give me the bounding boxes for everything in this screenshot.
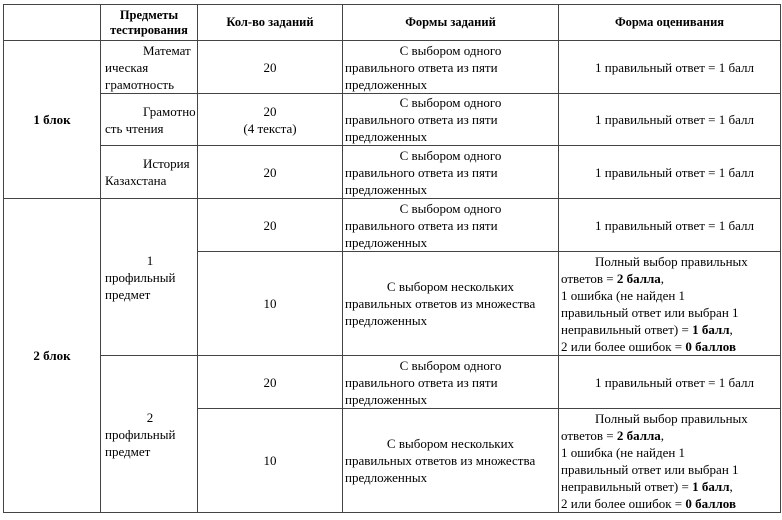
count-cell: 20 (198, 199, 343, 252)
form-cell (343, 252, 559, 356)
form-first: С выбором одного (399, 200, 502, 216)
eval-cell: 1 правильный ответ = 1 балл (559, 356, 781, 409)
eval-line: 2 или более ошибок = 0 баллов (561, 338, 737, 354)
count-cell: 20 (198, 356, 343, 409)
subject-first: Грамотно (143, 103, 196, 119)
count-note: (4 текста) (243, 120, 297, 136)
eval-line: Полный выбор правильных (595, 253, 748, 269)
form-first: С выбором одного (399, 357, 502, 373)
subject-rest: Казахстана (105, 173, 167, 188)
profile-number: 2 (146, 409, 154, 425)
eval-cell: 1 правильный ответ = 1 балл (559, 94, 781, 146)
form-first: С выбором одного (399, 42, 502, 58)
eval-line: 1 ошибка (не найден 1 (561, 444, 686, 460)
header-empty (4, 5, 101, 41)
table-row (4, 146, 781, 199)
table-row (4, 94, 781, 146)
block-1-label: 1 блок (4, 41, 101, 199)
form-cell (343, 199, 559, 252)
eval-line: неправильный ответ) = 1 балл, (561, 478, 733, 494)
count-cell: 10 (198, 409, 343, 513)
profile-subject-2 (101, 356, 198, 513)
form-cell (343, 409, 559, 513)
form-cell (343, 146, 559, 199)
form-first: С выбором одного (399, 95, 502, 110)
block-2-label: 2 блок (4, 199, 101, 513)
subject-cell (101, 41, 198, 94)
table-row (4, 199, 781, 252)
profile-subject-1 (101, 199, 198, 356)
header-count: Кол-во заданий (198, 5, 343, 41)
eval-line: неправильный ответ) = 1 балл, (561, 321, 733, 337)
eval-cell (559, 409, 781, 513)
eval-line: правильный ответ или выбран 1 (561, 461, 739, 477)
form-cell (343, 41, 559, 94)
form-rest: правильного ответа из пяти предложенных (345, 59, 498, 92)
profile-number: 1 (146, 252, 154, 268)
form-rest: правильного ответа из пяти предложенных (345, 374, 498, 407)
eval-cell: 1 правильный ответ = 1 балл (559, 199, 781, 252)
form-rest: правильных ответов из множества предложенных (345, 296, 536, 328)
subject-cell (101, 146, 198, 199)
eval-cell (559, 252, 781, 356)
eval-line: 1 ошибка (не найден 1 (561, 287, 686, 303)
eval-line: 2 или более ошибок = 0 баллов (561, 495, 737, 511)
count-cell (198, 94, 343, 146)
eval-line: правильный ответ или выбран 1 (561, 304, 739, 320)
subject-rest: ическая грамотность (105, 59, 174, 92)
table-row (4, 41, 781, 94)
form-rest: правильных ответов из множества предложенных (345, 453, 536, 485)
form-rest: правильного ответа из пяти предложенных (345, 217, 498, 250)
count-cell: 10 (198, 252, 343, 356)
count-cell: 20 (198, 146, 343, 199)
subject-cell (101, 94, 198, 146)
profile-label: профильный предмет (105, 269, 176, 302)
eval-line: ответов = 2 балла, (561, 427, 665, 443)
form-rest: правильного ответа из пяти предложенных (345, 164, 498, 197)
form-first: С выбором одного (399, 147, 502, 163)
count-cell: 20 (198, 41, 343, 94)
eval-line: Полный выбор правильных (595, 410, 748, 426)
eval-cell: 1 правильный ответ = 1 балл (559, 146, 781, 199)
header-row (4, 5, 781, 41)
profile-label: профильный предмет (105, 426, 176, 459)
header-evaluation: Форма оценивания (559, 5, 781, 41)
table-row (4, 356, 781, 409)
form-cell (343, 356, 559, 409)
form-rest: правильного ответа из пяти предложенных (345, 112, 498, 144)
form-cell (343, 94, 559, 146)
form-first: С выбором нескольких (386, 436, 515, 451)
subject-rest: сть чтения (105, 120, 164, 136)
subject-first: Математ (143, 42, 191, 58)
form-first: С выбором нескольких (386, 279, 515, 294)
header-forms: Формы заданий (343, 5, 559, 41)
header-subjects: Предметы тестирования (101, 5, 198, 41)
eval-line: ответов = 2 балла, (561, 270, 665, 286)
subject-first: История (143, 156, 190, 171)
testing-structure-table (3, 4, 781, 513)
count-value: 20 (263, 103, 277, 119)
eval-cell: 1 правильный ответ = 1 балл (559, 41, 781, 94)
